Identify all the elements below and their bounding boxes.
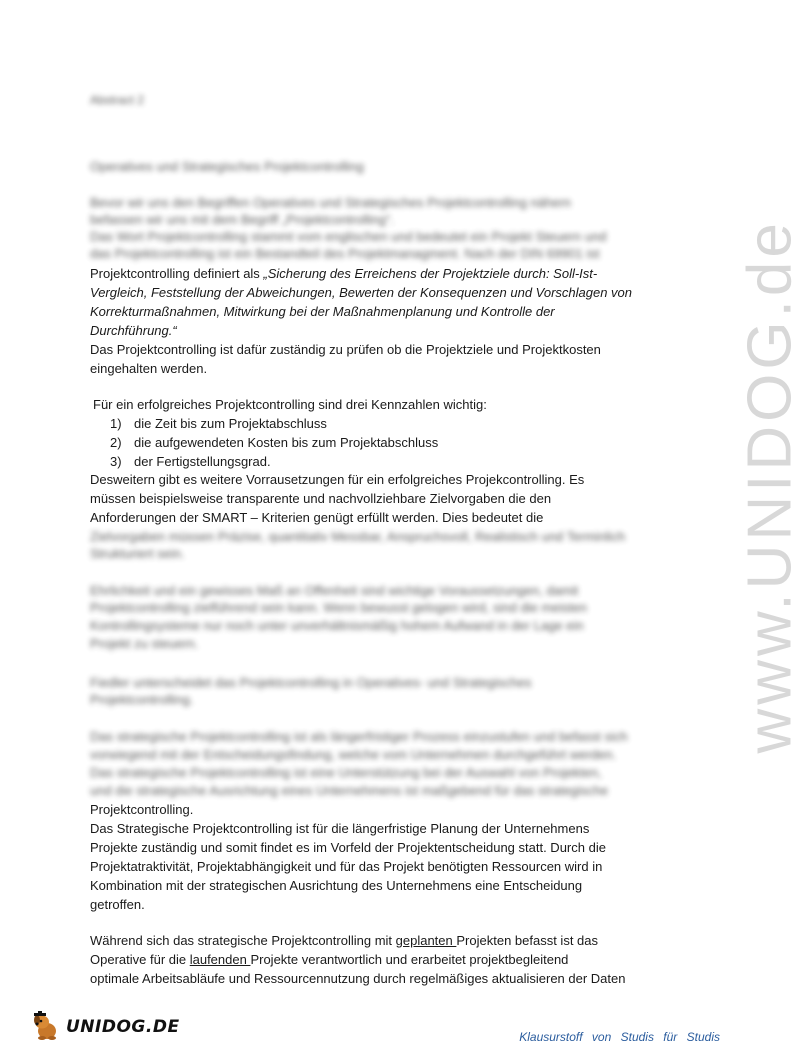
footer-tagline: Klausurstoff von Studis für Studis	[519, 1030, 720, 1044]
dog-icon	[30, 1011, 62, 1043]
list-item: 1) die Zeit bis zum Projektabschluss	[110, 416, 327, 431]
brand-name: UNIDOG.DE	[66, 1017, 180, 1037]
list-item: 2) die aufgewendeten Kosten bis zum Projektabschluss	[110, 435, 439, 450]
document-page: Abstract 2 Operatives und Strategisches Projektcontrolling Bevor wir uns den Begriffen Operatives und Strategisches Projektcontrolling nähern befassen wir uns mit dem Begriff „Projektcontrolling“. Das Wort Projektcontrolling stammt vom englischen und bedeutet ein Projekt Steuern und das Projektcontrolling ist ein Bestandteil des Projektmanagment. Nach der DIN 69901 ist Projektcontrolling definiert als „Sicherung des Erreichens der Projektziele durch: Soll-Ist- Vergleich, Feststellung der Abweichungen, Bewerten der Konsequenzen und Vorschlagen von Korrekturmaßnahmen, Mitwirkung bei der Maßnahmenplanung und Kontrolle der Durchführung.“ Das Projektcontrolling ist dafür zuständig zu prüfen ob die Projektziele und Projektkosten eingehalten werden. Für ein erfolgreiches Projektcontrolling sind drei Kennzahlen wichtig: 1) die Zeit bis zum Projektabschluss 2) die aufgewendeten Kosten bis zum Projektabschluss 3) der Fertigstellungsgrad. Desweitern gibt es weitere Vorrausetzungen für ein erfolgreiches Projekcontrolling. Es müssen beispielsweise transparente und nachvollziehbare Zielvorgaben die den Anforderungen der SMART – Kriterien genügt erfüllt werden. Dies bedeutet die Zielvorgaben müssen Präzise, quantitativ Messbar, Anspruchsvoll, Realistisch und Terminlich Strukturiert sein. Ehrlichkeit und ein gewisses Maß an Offenheit sind wichtige Voraussetzungen, damit Projektcontrolling zielführend sein kann. Wenn bewusst gelogen wird, sind die meisten Kontrollingsysteme nur noch unter unverhältnismäßig hohem Aufwand in der Lage ein Projekt zu steuern. Fiedler unterscheidet das Projektcontrolling in Operatives- und Strategisches Projektcontrolling. Das strategische Projektcontrolling ist als längerfristiger Prozess einzustufen und befasst sich vorwiegend mit der Entscheidungsfindung, welche vom Unternehmen durchgeführt werden. Das strategische Projektcontrolling ist eine Unterstützung bei der Auswahl von Projekten, und die strategische Ausrichtung eines Unternehmens ist maßgebend für das strategische Projektcontrolling. Das Strategische Projektcontrolling ist für die längerfristige Planung der Unternehmens Projekte zuständig und somit findet es im Vorfeld der Projektentscheidung statt. Durch die Projektatraktivität, Projektabhängigkeit und für das Projekt benötigten Ressourcen wird in Kombination mit der strategischen Ausrichtung des Unternehmens eine Entscheidung getroffen. Während sich das strategische Projektcontrolling mit geplanten Projekten befasst ist das Operative für die laufenden Projekte verantwortlich und erarbeitet projektbegleitend optimale Arbeitsabläufe und Ressourcennutzung durch regelmäßiges aktualisieren der Daten www.UNIDOG.de UNIDOG.DE Klausurstoff von Studis für Studis	[0, 0, 750, 1060]
watermark-text: www.UNIDOG.de	[735, 219, 805, 754]
document-heading: Operatives und Strategisches Projektcontrolling	[90, 159, 364, 174]
kpi-list	[110, 414, 438, 471]
list-item: 3) der Fertigstellungsgrad.	[110, 454, 271, 469]
kpi-intro: Für ein erfolgreiches Projektcontrolling sind drei Kennzahlen wichtig:	[93, 397, 487, 412]
abstract-label: Abstract 2	[90, 93, 145, 107]
footer-logo[interactable]	[30, 1011, 180, 1043]
